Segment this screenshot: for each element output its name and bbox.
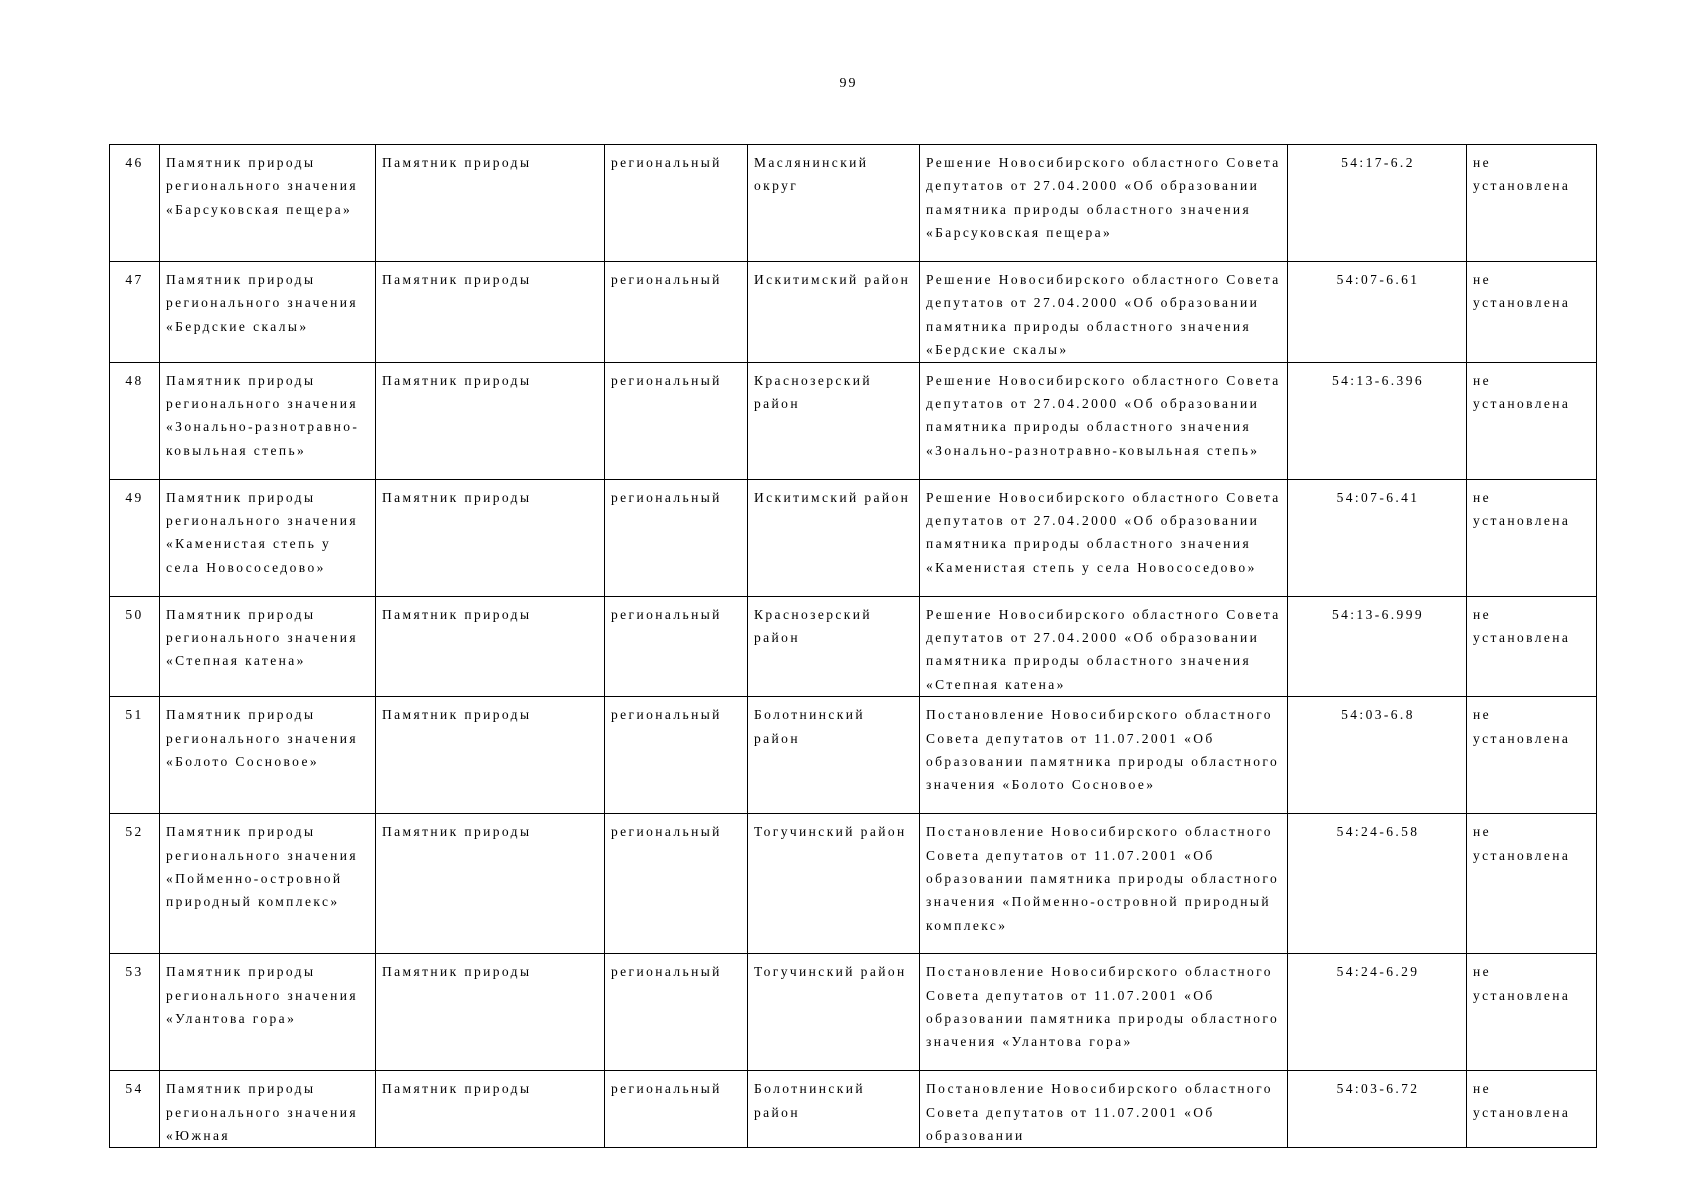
location-cell: Маслянинский округ (748, 145, 920, 262)
status-cell: не установлена (1467, 145, 1597, 262)
table-row (110, 262, 1597, 363)
category-cell: Памятник природы (376, 814, 605, 954)
registry-code-cell: 54:03-6.72 (1288, 1071, 1467, 1148)
category-cell: Памятник природы (376, 262, 605, 363)
legal-document-cell: Решение Новосибирского областного Совета депутатов от 27.04.2000 «Об образовании памятника природы областного значения «Степная катена» (920, 596, 1288, 697)
table-row (110, 479, 1597, 596)
table-row (110, 814, 1597, 954)
category-cell: Памятник природы (376, 145, 605, 262)
significance-cell: региональный (605, 954, 748, 1071)
status-cell: не установлена (1467, 362, 1597, 479)
object-name-cell: Памятник природы регионального значения «Пойменно-островной природный комплекс» (160, 814, 376, 954)
status-cell: не установлена (1467, 814, 1597, 954)
location-cell: Тогучинский район (748, 814, 920, 954)
status-cell: не установлена (1467, 697, 1597, 814)
object-name-cell: Памятник природы регионального значения «Болото Сосновое» (160, 697, 376, 814)
significance-cell: региональный (605, 596, 748, 697)
location-cell: Искитимский район (748, 262, 920, 363)
significance-cell: региональный (605, 145, 748, 262)
legal-document-cell: Решение Новосибирского областного Совета депутатов от 27.04.2000 «Об образовании памятника природы областного значения «Зонально-разнотравно-ковыльная степь» (920, 362, 1288, 479)
location-cell: Краснозерский район (748, 596, 920, 697)
legal-document-cell: Решение Новосибирского областного Совета депутатов от 27.04.2000 «Об образовании памятника природы областного значения «Каменистая степь у села Новососедово» (920, 479, 1288, 596)
status-cell: не установлена (1467, 596, 1597, 697)
legal-document-cell: Постановление Новосибирского областного Совета депутатов от 11.07.2001 «Об образовании памятника природы областного значения «Улантова гора» (920, 954, 1288, 1071)
legal-document-cell: Постановление Новосибирского областного Совета депутатов от 11.07.2001 «Об образовании памятника природы областного значения «Болото Сосновое» (920, 697, 1288, 814)
legal-document-cell: Постановление Новосибирского областного Совета депутатов от 11.07.2001 «Об образовании памятника природы областного значения «Пойменно-островной природный комплекс» (920, 814, 1288, 954)
table-row (110, 362, 1597, 479)
object-name-cell: Памятник природы регионального значения «Улантова гора» (160, 954, 376, 1071)
legal-document-cell: Решение Новосибирского областного Совета депутатов от 27.04.2000 «Об образовании памятника природы областного значения «Барсуковская пещера» (920, 145, 1288, 262)
significance-cell: региональный (605, 1071, 748, 1148)
row-number: 49 (110, 479, 160, 596)
significance-cell: региональный (605, 697, 748, 814)
location-cell: Краснозерский район (748, 362, 920, 479)
category-cell: Памятник природы (376, 479, 605, 596)
object-name-cell: Памятник природы регионального значения «Южная (160, 1071, 376, 1148)
category-cell: Памятник природы (376, 1071, 605, 1148)
table-row (110, 1071, 1597, 1148)
legal-document-cell: Решение Новосибирского областного Совета депутатов от 27.04.2000 «Об образовании памятника природы областного значения «Бердские скалы» (920, 262, 1288, 363)
location-cell: Болотнинский район (748, 1071, 920, 1148)
object-name-cell: Памятник природы регионального значения «Зонально-разнотравно-ковыльная степь» (160, 362, 376, 479)
row-number: 53 (110, 954, 160, 1071)
registry-code-cell: 54:17-6.2 (1288, 145, 1467, 262)
row-number: 47 (110, 262, 160, 363)
registry-code-cell: 54:24-6.29 (1288, 954, 1467, 1071)
category-cell: Памятник природы (376, 697, 605, 814)
row-number: 48 (110, 362, 160, 479)
object-name-cell: Памятник природы регионального значения «Барсуковская пещера» (160, 145, 376, 262)
object-name-cell: Памятник природы регионального значения «Бердские скалы» (160, 262, 376, 363)
table-row (110, 596, 1597, 697)
object-name-cell: Памятник природы регионального значения «Каменистая степь у села Новососедово» (160, 479, 376, 596)
registry-code-cell: 54:07-6.61 (1288, 262, 1467, 363)
status-cell: не установлена (1467, 954, 1597, 1071)
registry-code-cell: 54:07-6.41 (1288, 479, 1467, 596)
table-row (110, 697, 1597, 814)
row-number: 51 (110, 697, 160, 814)
significance-cell: региональный (605, 479, 748, 596)
row-number: 50 (110, 596, 160, 697)
location-cell: Искитимский район (748, 479, 920, 596)
category-cell: Памятник природы (376, 596, 605, 697)
category-cell: Памятник природы (376, 362, 605, 479)
row-number: 54 (110, 1071, 160, 1148)
row-number: 52 (110, 814, 160, 954)
registry-code-cell: 54:24-6.58 (1288, 814, 1467, 954)
table-row (110, 145, 1597, 262)
registry-code-cell: 54:13-6.396 (1288, 362, 1467, 479)
row-number: 46 (110, 145, 160, 262)
registry-code-cell: 54:03-6.8 (1288, 697, 1467, 814)
page-number: 99 (839, 76, 858, 91)
category-cell: Памятник природы (376, 954, 605, 1071)
object-name-cell: Памятник природы регионального значения «Степная катена» (160, 596, 376, 697)
protected-areas-table (109, 144, 1597, 1148)
status-cell: не установлена (1467, 1071, 1597, 1148)
legal-document-cell: Постановление Новосибирского областного Совета депутатов от 11.07.2001 «Об образовании (920, 1071, 1288, 1148)
location-cell: Болотнинский район (748, 697, 920, 814)
status-cell: не установлена (1467, 262, 1597, 363)
table-row (110, 954, 1597, 1071)
significance-cell: региональный (605, 362, 748, 479)
registry-code-cell: 54:13-6.999 (1288, 596, 1467, 697)
location-cell: Тогучинский район (748, 954, 920, 1071)
significance-cell: региональный (605, 262, 748, 363)
significance-cell: региональный (605, 814, 748, 954)
status-cell: не установлена (1467, 479, 1597, 596)
